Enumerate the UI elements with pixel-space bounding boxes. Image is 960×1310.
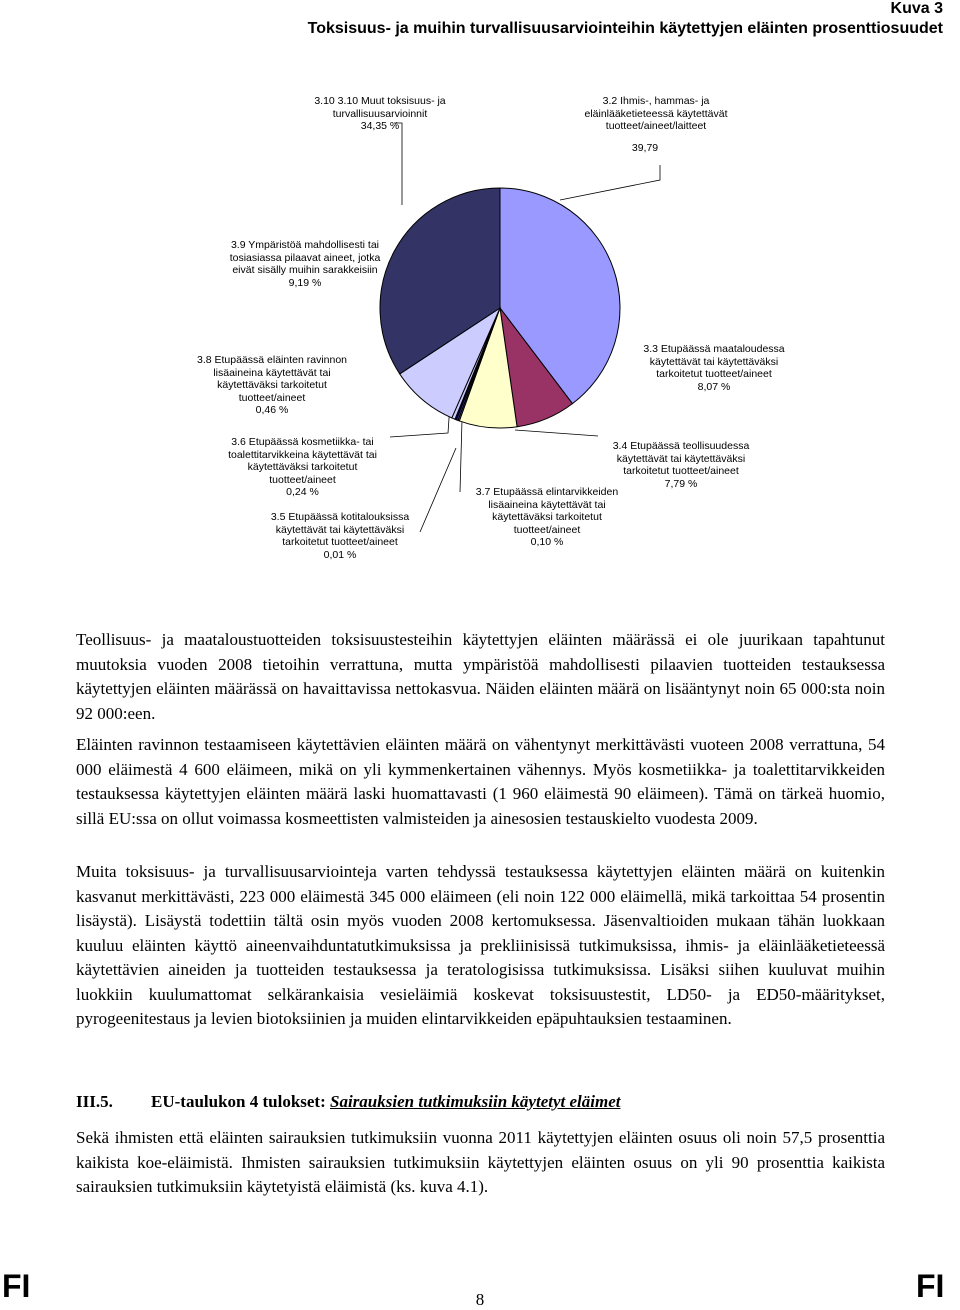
slice-label-3-2: 3.2 Ihmis-, hammas- ja eläinlääketieteessä käytettävät tuotteet/aineet/laitteet [584,95,728,133]
slice-value-3-2: 39,79 [631,142,659,154]
section-title-link[interactable]: Sairauksien tutkimuksiin käytetyt eläimet [330,1092,621,1111]
leader-line [460,420,462,492]
slice-label-3-10: 3.10 3.10 Muut toksisuus- ja turvallisuusarvioinnit 34,35 % [314,95,446,133]
page-number: 8 [475,1290,485,1309]
figure-title: Toksisuus- ja muihin turvallisuusarviointeihin käytettyjen eläinten prosenttiosuudet [307,20,943,37]
leader-line [394,123,402,205]
pie-slices [380,188,620,428]
slice-label-3-4: 3.4 Etupäässä teollisuudessa käytettävät tai käytettäväksi tarkoitetut tuotteet/aineet 7,79 % [612,440,750,490]
slice-label-3-8: 3.8 Etupäässä eläinten ravinnon lisäaineina käytettävät tai käytettäväksi tarkoitetut tuotteet/aineet 0,46 % [196,354,348,417]
figure-label: Kuva 3 [890,0,943,17]
slice-label-3-7: 3.7 Etupäässä elintarvikkeiden lisäaineina käytettävät tai käytettäväksi tarkoitetut tuotteet/aineet 0,10 % [475,486,619,549]
section-heading [76,1092,620,1112]
body-paragraph-1: Teollisuus- ja maataloustuotteiden toksisuustesteihin käytettyjen eläinten määrässä ei ole juurikaan tapahtunut muutoksia vuoden 2008 tietoihin verrattuna, mutta ympäristöä mahdollisesti pilaavien tuotteiden testauksessa käytettyjen eläinten määrässä on havaittavissa nettokasvua. Näiden eläinten määrä on lisääntynyt noin 65 000:sta noin 92 000:een. [76,630,885,723]
leader-line [560,165,660,200]
slice-label-3-6: 3.6 Etupäässä kosmetiikka- tai toalettitarvikkeina käytettävät tai käytettäväksi tarkoitetut tuotteet/aineet 0,24 % [228,436,377,499]
footer-language-left: FI [2,1268,31,1304]
section-title-prefix: EU-taulukon 4 tulokset: [151,1092,331,1111]
leader-line [515,430,598,436]
body-paragraph-2: Eläinten ravinnon testaamiseen käytettävien eläinten määrä on vähentynyt merkittävästi vuoteen 2008 verrattuna, 54 000 eläimestä 4 600 eläimeen, mikä on yli kymmenkertainen vähennys. Myös kosmetiikka- ja toalettitarvikkeiden testauksessa käytettyjen eläinten määrä laski huomattavasti (1 960 eläimestä 90 eläimeen). Tämä on tärkeä huomio, sillä EU:ssa on ollut voimassa kosmeettisten valmisteiden ja ainesosien testauskielto vuodesta 2009. [76,735,885,828]
slice-label-3-9: 3.9 Ympäristöä mahdollisesti tai tosiasiassa pilaavat aineet, jotka eivät sisälly muihin sarakkeisiin 9,19 % [229,239,381,289]
footer-language-right: FI [916,1268,945,1304]
section-paragraph: Sekä ihmisten että eläinten sairauksien tutkimuksiin vuonna 2011 käytettyjen eläinten osuus oli noin 57,5 prosenttia kaikista koe-eläimistä. Ihmisten sairauksien tutkimuksiin käytettyjen eläinten osuus on yli 90 prosenttia kaikista sairauksien tutkimuksiin käytetyistä eläimistä (ks. kuva 4.1). [76,1128,885,1196]
section-number: III.5. [76,1092,113,1111]
slice-label-3-3: 3.3 Etupäässä maataloudessa käytettävät tai käytettäväksi tarkoitetut tuotteet/aineet 8,07 % [643,343,785,393]
body-paragraph-3: Muita toksisuus- ja turvallisuusarviointeja varten tehdyssä testauksessa käytettyjen eläinten määrä on kuitenkin kasvanut merkittävästi, 223 000 eläimestä 345 000 eläimeen (eli noin 122 000 eläimellä, mikä tarkoittaa 54 prosentin lisäystä). Lisäystä todettiin tältä osin myös vuoden 2008 kertomuksessa. Jäsenvaltioiden mukaan tähän luokkaan kuuluu eläinten käyttö aineenvaihduntatutkimuksissa ja prekliinisissä tutkimuksissa, ihmis- ja eläinlääketieteessä käytettävien aineiden ja tuotteiden testauksessa ja teratologisissa tutkimuksissa. Lisäksi siihen kuuluvat muihin luokkiin kuulumattomat selkärankaisia vesieläimiä koskevat toksisuustestit, LD50- ja ED50-määritykset, pyrogeenitestaus ja levien biotoksiinien ja muiden elintarvikkeiden epäpuhtauksien testaaminen. [76,862,885,1028]
slice-label-3-5: 3.5 Etupäässä kotitalouksissa käytettävät tai käytettäväksi tarkoitetut tuotteet/aineet 0,01 % [270,511,410,561]
